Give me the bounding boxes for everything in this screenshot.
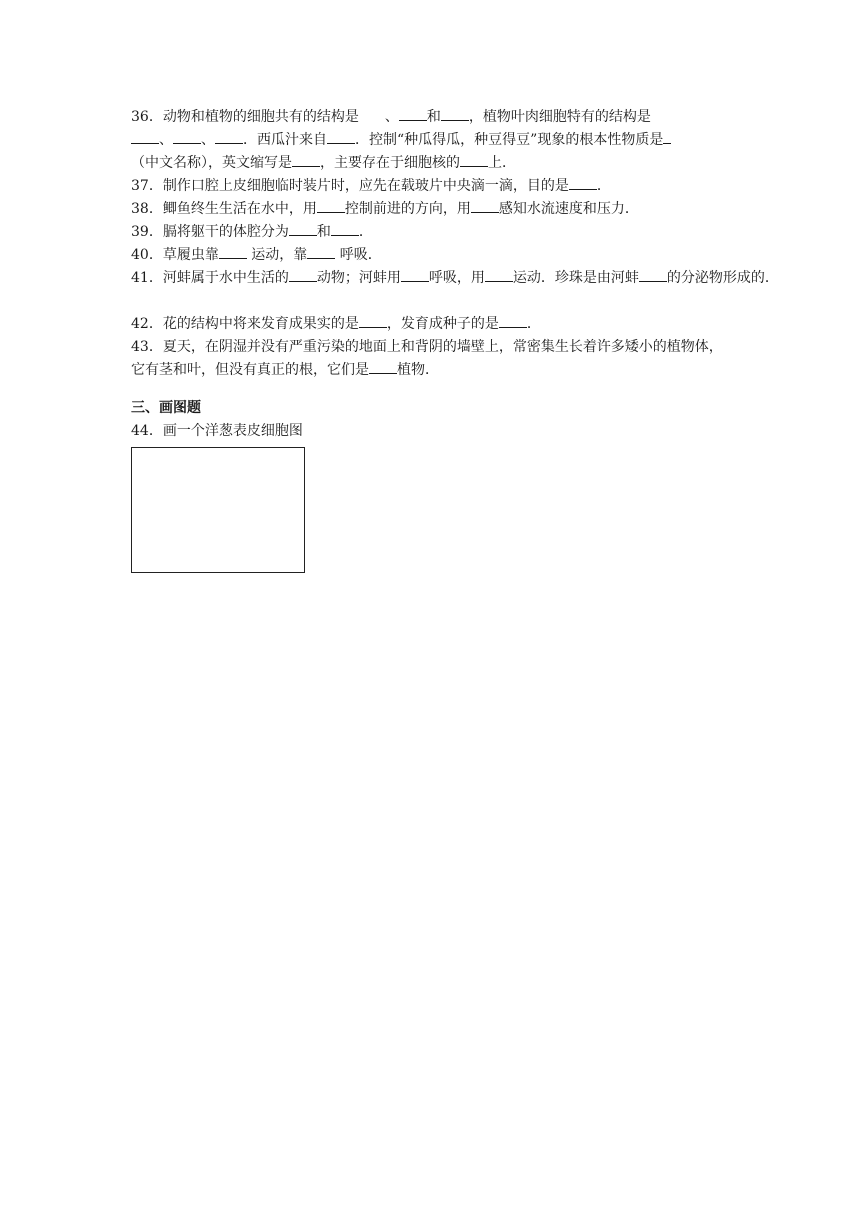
answer-blank[interactable] [331,221,359,236]
question-36-line-2 [131,129,731,152]
question-36-line-3 [131,152,731,175]
question-41-line-1 [131,267,779,290]
q41-text-4: 运动．珍珠是由河蚌 [512,270,639,286]
question-37 [131,175,731,198]
answer-blank[interactable] [289,221,317,236]
q40-text-2: 运动，靠 [246,247,308,263]
q36-text-5: 、 [159,132,173,148]
answer-blank[interactable] [399,106,427,121]
answer-blank[interactable] [663,129,671,144]
question-43 [131,336,731,382]
answer-blank[interactable] [471,198,499,213]
drawing-answer-box[interactable] [131,447,305,573]
answer-blank[interactable] [292,152,320,167]
q38-text-2: 控制前进的方向，用 [344,201,471,217]
q40-text-3: 呼吸． [335,247,382,263]
answer-blank[interactable] [460,152,488,167]
question-36-line-1 [131,106,731,129]
q42-text-1: 42．花的结构中将来发育成果实的是 [131,316,359,332]
q38-text-1: 38．鲫鱼终生生活在水中，用 [131,201,317,217]
answer-blank[interactable] [219,244,247,259]
answer-blank[interactable] [131,129,159,144]
q36-text-10: ，主要存在于细胞核的 [320,155,460,171]
q42-text-3: ． [526,316,541,332]
answer-blank[interactable] [569,175,597,190]
q36-text-7: ．西瓜汁来自 [243,132,327,148]
q43-text-1: 43．夏天，在阴湿并没有严重污染的地面上和背阴的墙壁上，常密集生长着许多矮小的植物体，它有茎和叶，但没有真正的根，它们是 [131,339,723,378]
question-42 [131,313,731,336]
q36-text-1: 36．动物和植物的细胞共有的结构是 [131,109,359,125]
q44-text: 44．画一个洋葱表皮细胞图 [131,423,303,439]
q36-text-4: ，植物叶肉细胞特有的结构是 [468,109,651,125]
q36-text-8: ．控制“种瓜得瓜，种豆得豆”现象的根本性物质是 [355,132,664,148]
answer-blank[interactable] [401,267,429,282]
q36-text-11: 上． [488,155,516,171]
q41-text-3: 呼吸，用 [428,270,485,286]
q42-text-2: ，发育成种子的是 [386,316,499,332]
answer-blank[interactable] [485,267,513,282]
q36-text-9: （中文名称），英文缩写是 [131,155,292,171]
q37-text-2: ． [596,178,611,194]
answer-blank[interactable] [327,129,355,144]
q36-text-6: 、 [201,132,215,148]
answer-blank[interactable] [369,359,397,374]
answer-blank[interactable] [173,129,201,144]
q39-text-2: 和 [316,224,331,240]
question-38 [131,198,731,221]
question-39 [131,221,731,244]
q41-text-5: 的分泌物形成的． [666,270,779,286]
q41-text-2: 动物；河蚌用 [316,270,401,286]
q36-text-3: 和 [426,109,441,125]
answer-blank[interactable] [359,313,387,328]
q41-text-1: 41．河蚌属于水中生活的 [131,270,289,286]
q38-text-3: 感知水流速度和压力． [498,201,639,217]
answer-blank[interactable] [289,267,317,282]
q43-text-2: 植物． [397,362,439,378]
question-40 [131,244,731,267]
q39-text-3: ． [358,224,373,240]
answer-blank[interactable] [441,106,469,121]
q40-text-1: 40．草履虫靠 [131,247,219,263]
answer-blank[interactable] [215,129,243,144]
q37-text-1: 37．制作口腔上皮细胞临时装片时，应先在载玻片中央滴一滴，目的是 [131,178,569,194]
answer-blank[interactable] [499,313,527,328]
answer-blank[interactable] [307,244,335,259]
q39-text-1: 39．膈将躯干的体腔分为 [131,224,289,240]
answer-blank[interactable] [317,198,345,213]
question-44 [131,420,731,443]
q36-text-2: 、 [384,109,399,125]
answer-blank[interactable] [639,267,667,282]
section-title-drawing: 三、画图题 [131,400,201,416]
